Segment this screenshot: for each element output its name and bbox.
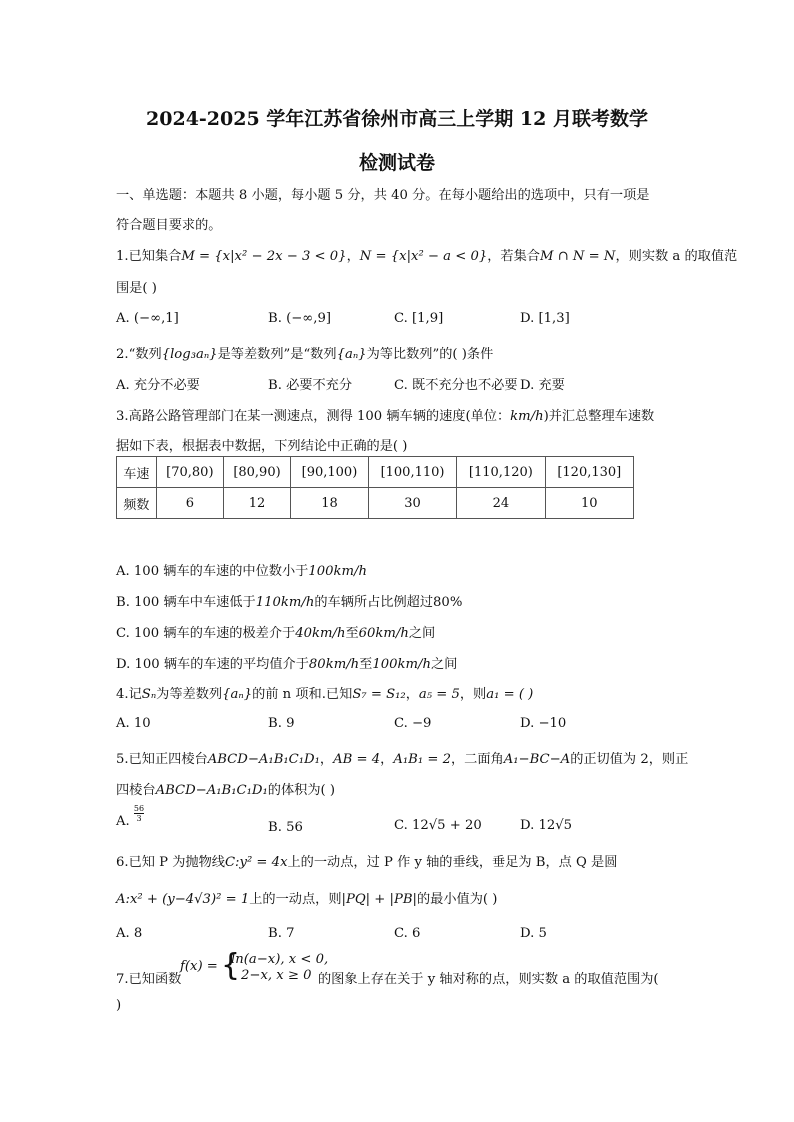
q3-option-c bbox=[116, 622, 435, 641]
q6-option-a: A. 8 bbox=[116, 926, 143, 941]
q2-option-c: C. 既不充分也不必要 bbox=[394, 378, 518, 393]
table-cell: [110,120) bbox=[457, 457, 545, 488]
q2-seq-a: {aₙ} bbox=[336, 347, 367, 362]
q3-option-d-low: 80km/h bbox=[308, 657, 360, 672]
q5-frustum: ABCD−A₁B₁C₁D₁ bbox=[207, 752, 320, 767]
q5-sep2: ， bbox=[380, 752, 394, 767]
q5-text: 5.已知正四棱台 bbox=[116, 752, 208, 767]
question-7-cont: ) bbox=[116, 998, 122, 1013]
q3-unit: km/h bbox=[510, 409, 544, 424]
q1-text: 1.已知集合 bbox=[116, 249, 182, 264]
q5-option-d: D. 12√5 bbox=[520, 818, 573, 833]
q4-option-a: A. 10 bbox=[116, 716, 151, 731]
q5-option-c: C. 12√5 + 20 bbox=[394, 818, 482, 833]
q5-a1b1: A₁B₁ = 2 bbox=[393, 752, 451, 767]
q1-set-m: M = {x|x² − 2x − 3 < 0} bbox=[181, 249, 347, 264]
q1-sep: ， bbox=[346, 249, 360, 264]
q2-seq-log: {log₃aₙ} bbox=[161, 347, 218, 362]
section-instruction: 一、单选题：本题共 8 小题，每小题 5 分，共 40 分。在每小题给出的选项中，只有一项是 bbox=[116, 188, 650, 203]
fraction-numerator: 56 bbox=[133, 804, 145, 813]
q4-text3: 的前 n 项和.已知 bbox=[252, 687, 353, 702]
question-4 bbox=[116, 683, 533, 702]
q3-option-b-text2: 的车辆所占比例超过 bbox=[314, 595, 434, 610]
exam-title-line1: 2024-2025 学年江苏省徐州市高三上学期 12 月联考数学 bbox=[146, 108, 648, 130]
table-row bbox=[117, 488, 634, 519]
q5-text2: ，二面角 bbox=[450, 752, 504, 767]
q3-option-c-low: 40km/h bbox=[295, 626, 346, 641]
q5-frustum2: ABCD−A₁B₁C₁D₁ bbox=[155, 783, 268, 798]
table-header-row bbox=[117, 457, 634, 488]
q5-text4: 四棱台 bbox=[116, 783, 156, 798]
table-cell: 18 bbox=[291, 488, 369, 519]
q6-option-b: B. 7 bbox=[268, 926, 295, 941]
q3-text2: )并汇总整理车速数 bbox=[543, 409, 655, 424]
q3-option-d-tail: 之间 bbox=[430, 657, 458, 672]
q3-option-d-high: 100km/h bbox=[372, 657, 431, 672]
table-cell: 12 bbox=[223, 488, 290, 519]
table-cell: [80,90) bbox=[223, 457, 290, 488]
q2-option-d: D. 充要 bbox=[520, 378, 565, 393]
q6-option-c: C. 6 bbox=[394, 926, 421, 941]
table-cell: [100,110) bbox=[368, 457, 456, 488]
q4-option-d: D. −10 bbox=[520, 716, 567, 731]
q1-text2: ，若集合 bbox=[487, 249, 540, 264]
question-6 bbox=[116, 851, 617, 870]
q4-text4: ，则 bbox=[459, 687, 487, 702]
q6-text2: 上的一动点，过 P 作 y 轴的垂线，垂足为 B，点 Q 是圆 bbox=[287, 855, 618, 870]
q1-option-a: A. (−∞,1] bbox=[116, 311, 179, 326]
question-3 bbox=[116, 405, 654, 424]
q5-option-a-label: A. bbox=[116, 814, 130, 829]
question-1 bbox=[116, 245, 737, 264]
q7-text2: 的图象上存在关于 y 轴对称的点，则实数 a 的取值范围为( bbox=[318, 972, 659, 987]
q3-option-b-text: B. 100 辆车中车速低于 bbox=[116, 595, 256, 610]
q3-option-b bbox=[116, 591, 462, 610]
q7-function-label: f(x) = bbox=[180, 959, 218, 974]
q7-case-2: 2−x, x ≥ 0 bbox=[241, 968, 312, 983]
q1-option-c: C. [1,9] bbox=[394, 311, 444, 326]
q2-text3: 为等比数列”的( )条件 bbox=[366, 347, 494, 362]
q7-brace: { bbox=[221, 948, 241, 983]
table-cell: 10 bbox=[545, 488, 633, 519]
q4-option-b: B. 9 bbox=[268, 716, 295, 731]
question-2 bbox=[116, 343, 493, 362]
q3-option-b-value: 110km/h bbox=[255, 595, 315, 610]
q4-eq1: S₇ = S₁₂ bbox=[352, 687, 406, 702]
q6-option-d: D. 5 bbox=[520, 926, 547, 941]
question-5 bbox=[116, 748, 688, 767]
q3-option-c-to: 至 bbox=[345, 626, 359, 641]
q5-dihedral: A₁−BC−A bbox=[503, 752, 571, 767]
q6-parabola: C:y² = 4x bbox=[224, 855, 288, 870]
table-cell: 频数 bbox=[117, 488, 157, 519]
q4-option-c: C. −9 bbox=[394, 716, 432, 731]
table-cell: [90,100) bbox=[291, 457, 369, 488]
q4-sep: ， bbox=[405, 687, 419, 702]
q2-text: 2.“数列 bbox=[116, 347, 162, 362]
q2-option-b: B. 必要不充分 bbox=[268, 378, 353, 393]
q6-expression: |PQ| + |PB| bbox=[341, 892, 417, 907]
q3-option-a-text: A. 100 辆车的车速的中位数小于 bbox=[116, 564, 309, 579]
q2-option-a: A. 充分不必要 bbox=[116, 378, 200, 393]
question-1-cont: 围是( ) bbox=[116, 281, 157, 296]
fraction-denominator: 3 bbox=[136, 814, 142, 823]
table-cell: [120,130] bbox=[545, 457, 633, 488]
q4-text2: 为等差数列 bbox=[156, 687, 223, 702]
q5-ab: AB = 4 bbox=[333, 752, 381, 767]
q1-set-n: N = {x|x² − a < 0} bbox=[359, 249, 488, 264]
q2-text2: 是等差数列”是“数列 bbox=[217, 347, 337, 362]
q5-option-a bbox=[116, 804, 145, 831]
q7-case-1: ln(a−x), x < 0, bbox=[231, 952, 329, 967]
question-5-cont bbox=[116, 779, 335, 798]
table-cell: 24 bbox=[457, 488, 545, 519]
q1-option-b: B. (−∞,9] bbox=[268, 311, 331, 326]
q3-option-d-text: D. 100 辆车的车速的平均值介于 bbox=[116, 657, 309, 672]
q5-ask: 的体积为( ) bbox=[267, 783, 335, 798]
q6-text3: 上的一动点，则 bbox=[249, 892, 342, 907]
q5-sep: ， bbox=[319, 752, 334, 767]
q3-option-d bbox=[116, 653, 457, 672]
q5-option-a-fraction bbox=[134, 804, 144, 823]
q3-option-d-to: 至 bbox=[359, 657, 373, 672]
q3-text: 3.高路公路管理部门在某一测速点，测得 100 辆车辆的速度(单位： bbox=[116, 409, 511, 424]
q1-option-d: D. [1,3] bbox=[520, 311, 570, 326]
exam-title-line2: 检测试卷 bbox=[358, 152, 435, 174]
q4-eq2: a₅ = 5 bbox=[418, 687, 460, 702]
q3-option-b-percent: 80% bbox=[433, 595, 463, 610]
q5-text3: 的正切值为 2，则正 bbox=[570, 752, 689, 767]
table-cell: 30 bbox=[368, 488, 456, 519]
q6-circle: A:x² + (y−4√3)² = 1 bbox=[116, 892, 250, 907]
table-cell: 车速 bbox=[117, 457, 157, 488]
q4-seq: {aₙ} bbox=[222, 687, 253, 702]
q3-option-a-value: 100km/h bbox=[308, 564, 367, 579]
q3-option-c-tail: 之间 bbox=[408, 626, 436, 641]
q4-sn: Sₙ bbox=[141, 687, 157, 702]
table-cell: 6 bbox=[156, 488, 223, 519]
q4-ask: a₁ = ( ) bbox=[486, 687, 534, 702]
q7-text: 7.已知函数 bbox=[116, 972, 182, 987]
q3-option-c-high: 60km/h bbox=[358, 626, 409, 641]
q6-text: 6.已知 P 为抛物线 bbox=[116, 855, 225, 870]
section-instruction-cont: 符合题目要求的。 bbox=[116, 218, 222, 233]
question-7-intro bbox=[116, 968, 181, 987]
q1-relation: M ∩ N = N bbox=[540, 249, 616, 264]
question-6-cont bbox=[116, 888, 497, 907]
q3-option-c-text: C. 100 辆车的车速的极差介于 bbox=[116, 626, 296, 641]
table-cell: [70,80) bbox=[156, 457, 223, 488]
question-3-cont: 据如下表，根据表中数据，下列结论中正确的是( ) bbox=[116, 439, 408, 454]
speed-frequency-table bbox=[116, 456, 634, 519]
q3-option-a bbox=[116, 560, 367, 579]
q5-option-b: B. 56 bbox=[268, 820, 303, 835]
q1-text3: ，则实数 a 的取值范 bbox=[615, 249, 738, 264]
q6-ask: 的最小值为( ) bbox=[417, 892, 498, 907]
q4-text: 4.记 bbox=[116, 687, 142, 702]
